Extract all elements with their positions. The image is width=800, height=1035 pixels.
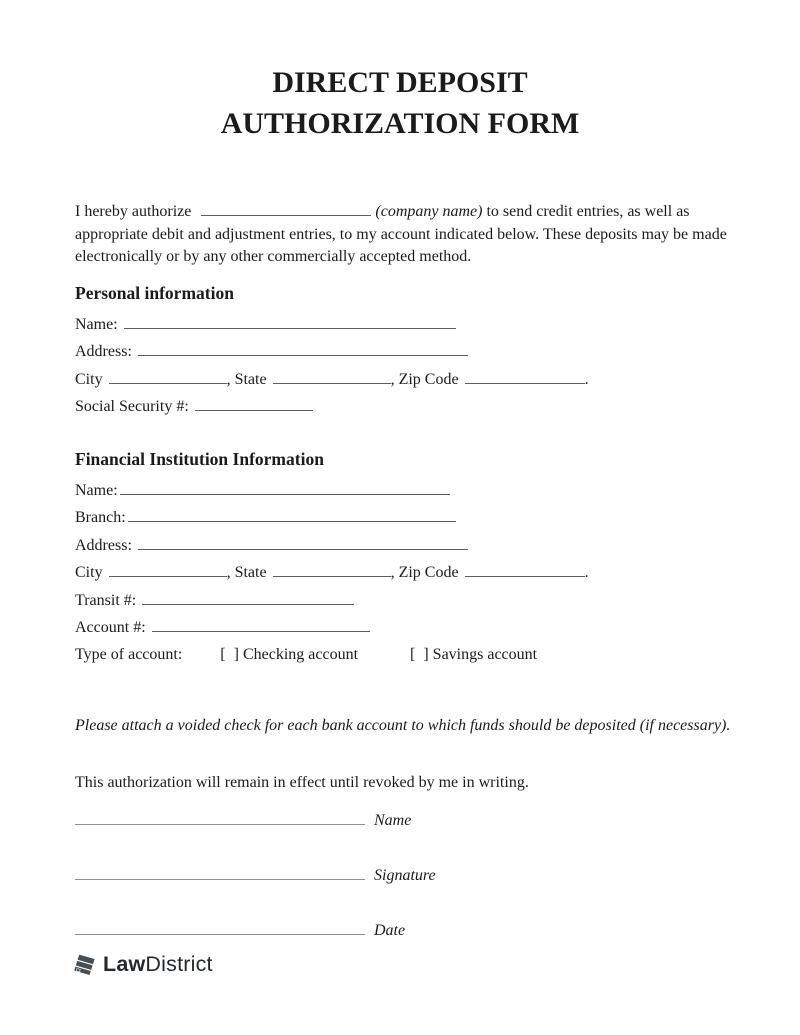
personal-name-input[interactable] <box>124 313 456 329</box>
financial-transit-label: Transit #: <box>75 591 137 609</box>
financial-line-period: . <box>584 564 589 582</box>
checking-account-checkbox[interactable]: [ ] <box>220 646 239 664</box>
form-title-line2: AUTHORIZATION FORM <box>220 107 580 140</box>
personal-city-input[interactable] <box>109 368 227 384</box>
personal-line-period: . <box>584 370 589 388</box>
account-type-label: Type of account: <box>75 646 183 664</box>
signature-name-label: Name <box>374 812 412 829</box>
personal-state-label: , State <box>226 370 267 388</box>
financial-name-row <box>75 477 735 504</box>
personal-address-row <box>75 338 735 365</box>
financial-city-label: City <box>75 564 103 582</box>
financial-state-label: , State <box>226 564 267 582</box>
personal-ssn-label: Social Security #: <box>75 398 189 416</box>
financial-address-label: Address: <box>75 536 132 554</box>
financial-city-input[interactable] <box>109 561 227 577</box>
signature-date-label: Date <box>374 922 406 939</box>
form-title-line1: DIRECT DEPOSIT <box>272 66 528 99</box>
voided-check-note: Please attach a voided check for each bank account to which funds should be deposited (if necessary). <box>75 717 731 734</box>
financial-zip-label: , Zip Code <box>390 564 459 582</box>
signature-date-input[interactable] <box>75 916 365 935</box>
financial-name-label: Name: <box>75 482 118 499</box>
personal-state-input[interactable] <box>273 368 391 384</box>
signature-sign-input[interactable] <box>75 861 365 880</box>
intro-body-text: to send credit entries, as well as appropriate debit and adjustment entries, to my account indicated below. These deposits may be made electronically or by any other commercially accepted method. <box>75 203 727 265</box>
financial-transit-input[interactable] <box>142 589 354 605</box>
financial-address-input[interactable] <box>138 534 468 550</box>
financial-account-row <box>75 614 735 641</box>
personal-information-section <box>75 283 735 421</box>
checking-account-option <box>220 646 358 663</box>
personal-address-label: Address: <box>75 343 132 361</box>
financial-account-input[interactable] <box>152 616 370 632</box>
signature-sign-label: Signature <box>374 867 436 884</box>
personal-zip-input[interactable] <box>465 368 585 384</box>
financial-name-input[interactable] <box>120 479 450 495</box>
financial-institution-section <box>75 449 735 669</box>
financial-branch-input[interactable] <box>128 506 456 522</box>
brand-text-light: District <box>145 952 213 976</box>
financial-transit-row <box>75 587 735 614</box>
savings-account-option <box>410 646 537 663</box>
financial-institution-heading: Financial Institution Information <box>75 449 324 469</box>
personal-zip-label: , Zip Code <box>390 370 459 388</box>
financial-address-row <box>75 532 735 559</box>
financial-state-input[interactable] <box>273 561 391 577</box>
authorization-paragraph <box>75 200 730 269</box>
savings-account-label: Savings account <box>432 646 538 664</box>
personal-ssn-input[interactable] <box>195 395 313 411</box>
savings-account-checkbox[interactable]: [ ] <box>410 646 429 664</box>
signature-date-row <box>75 916 405 940</box>
personal-information-heading: Personal information <box>75 283 234 303</box>
signature-name-row <box>75 806 411 830</box>
company-name-hint: (company name) <box>375 203 483 220</box>
checking-account-label: Checking account <box>242 646 359 664</box>
personal-city-label: City <box>75 370 103 388</box>
financial-zip-input[interactable] <box>465 561 585 577</box>
revocation-note: This authorization will remain in effect until revoked by me in writing. <box>75 774 529 791</box>
personal-address-input[interactable] <box>138 340 468 356</box>
financial-branch-label: Branch: <box>75 509 126 527</box>
brand-text-bold: Law <box>103 952 146 976</box>
company-name-input[interactable] <box>201 200 371 216</box>
financial-city-state-zip-row <box>75 559 735 586</box>
intro-lead-text: I hereby authorize <box>75 203 192 220</box>
personal-name-row <box>75 311 735 338</box>
lawdistrict-logo <box>71 951 213 978</box>
personal-name-label: Name: <box>75 316 118 333</box>
personal-city-state-zip-row <box>75 366 735 393</box>
form-title <box>0 62 800 144</box>
signature-name-input[interactable] <box>75 806 365 825</box>
account-type-row <box>75 641 735 668</box>
financial-account-label: Account #: <box>75 619 146 637</box>
personal-ssn-row <box>75 393 735 420</box>
financial-branch-row <box>75 504 735 531</box>
lawdistrict-logo-icon <box>71 951 98 978</box>
signature-sign-row <box>75 861 436 885</box>
